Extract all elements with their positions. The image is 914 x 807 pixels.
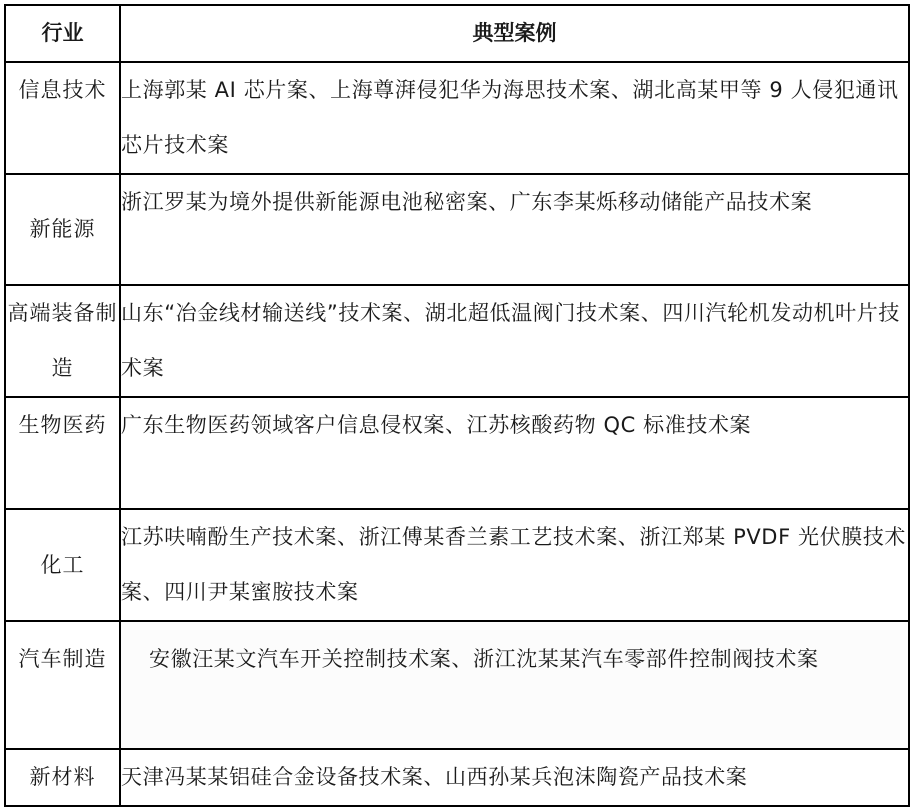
cases-cell: 广东生物医药领域客户信息侵权案、江苏核酸药物 QC 标准技术案 [120,397,909,509]
industry-cell: 化工 [5,509,120,621]
cases-cell: 上海郭某 AI 芯片案、上海尊湃侵犯华为海思技术案、湖北高某甲等 9 人侵犯通讯芯片技术案 [120,62,909,174]
industry-cell: 生物医药 [5,397,120,509]
industry-cell: 新能源 [5,174,120,285]
cases-cell: 天津冯某某铝硅合金设备技术案、山西孙某兵泡沫陶瓷产品技术案 [120,749,909,806]
table-row [5,62,909,174]
table-row [5,174,909,285]
table-row [5,509,909,621]
industry-cases-table [4,4,910,807]
cases-cell: 山东“冶金线材输送线”技术案、湖北超低温阀门技术案、四川汽轮机发动机叶片技术案 [120,285,909,397]
table-row [5,749,909,806]
table-header-row [5,5,909,62]
industry-cell: 汽车制造 [5,621,120,749]
header-industry: 行业 [5,5,120,62]
table-row [5,397,909,509]
industry-cell: 高端装备制造 [5,285,120,397]
cases-cell: 江苏呋喃酚生产技术案、浙江傅某香兰素工艺技术案、浙江郑某 PVDF 光伏膜技术案、四川尹某蜜胺技术案 [120,509,909,621]
header-cases: 典型案例 [120,5,909,62]
cases-cell: 安徽汪某文汽车开关控制技术案、浙江沈某某汽车零部件控制阀技术案 [120,621,909,749]
table-row [5,285,909,397]
industry-cell: 新材料 [5,749,120,806]
industry-cell: 信息技术 [5,62,120,174]
cases-cell: 浙江罗某为境外提供新能源电池秘密案、广东李某烁移动储能产品技术案 [120,174,909,285]
table-row [5,621,909,749]
